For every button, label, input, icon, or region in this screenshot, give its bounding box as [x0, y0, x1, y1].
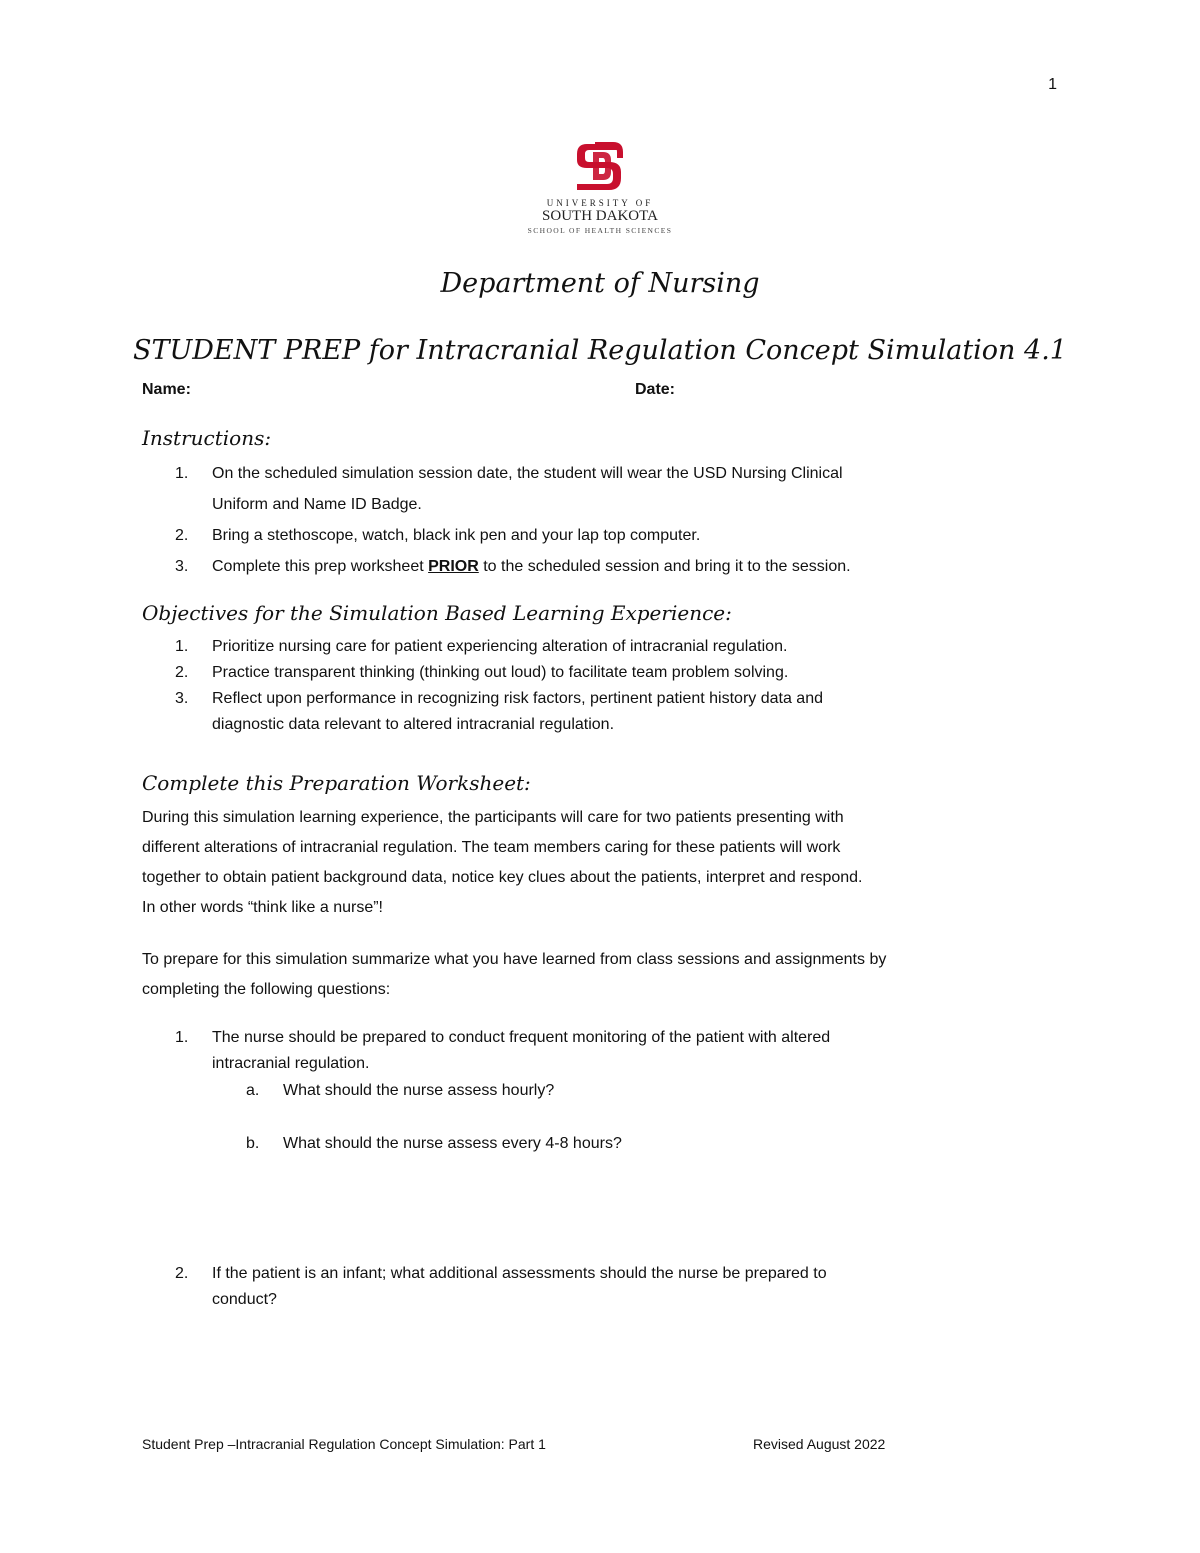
logo-university-of: UNIVERSITY OF: [546, 198, 654, 208]
list-item: 3. Complete this prep worksheet PRIOR to the scheduled session and bring it to the session.: [175, 558, 851, 575]
worksheet-heading: Complete this Preparation Worksheet:: [142, 771, 531, 795]
worksheet-prepare-paragraph: To prepare for this simulation summarize what you have learned from class sessions and assignments by completing the following questions:: [142, 951, 887, 998]
logo-south-dakota: SOUTH DAKOTA: [542, 208, 658, 224]
list-item: 2. Practice transparent thinking (thinking out loud) to facilitate team problem solving.: [175, 664, 789, 681]
logo-school-name: SCHOOL OF HEALTH SCIENCES: [527, 226, 673, 235]
footer-right: Revised August 2022: [753, 1436, 886, 1452]
page-number: 1: [1048, 76, 1057, 93]
worksheet-intro-paragraph: During this simulation learning experience, the participants will care for two patients presenting with different alterations of intracranial regulation. The team members caring for these patients will work together to obtain patient background data, notice key clues about the patients, interpret and respond. In other words “think like a nurse”!: [142, 809, 863, 916]
question-1: 1. The nurse should be prepared to conduct frequent monitoring of the patient with altered intracranial regulation.: [175, 1029, 831, 1072]
prior-emphasis: PRIOR: [428, 558, 479, 575]
question-1b: b. What should the nurse assess every 4-8 hours?: [246, 1135, 622, 1152]
sd-logo-mark-icon: [573, 138, 627, 194]
objectives-list: [175, 634, 1065, 738]
list-item: 1. On the scheduled simulation session date, the student will wear the USD Nursing Clinical Uniform and Name ID Badge.: [175, 465, 843, 513]
department-title: Department of Nursing: [440, 268, 760, 299]
objectives-heading: Objectives for the Simulation Based Learning Experience:: [142, 601, 732, 625]
instructions-heading: Instructions:: [142, 426, 272, 450]
document-title: STUDENT PREP for Intracranial Regulation Concept Simulation 4.1: [133, 335, 1067, 366]
list-item: 3. Reflect upon performance in recognizing risk factors, pertinent patient history data and diagnostic data relevant to altered intracranial regulation.: [175, 690, 823, 733]
date-label: Date:: [635, 381, 676, 398]
question-1a: a. What should the nurse assess hourly?: [246, 1082, 555, 1099]
list-item: 1. Prioritize nursing care for patient experiencing alteration of intracranial regulation.: [175, 638, 788, 655]
question-2: 2. If the patient is an infant; what additional assessments should the nurse be prepared to conduct?: [175, 1265, 827, 1308]
university-logo: [510, 138, 690, 243]
instructions-list: [175, 458, 1065, 582]
name-label: Name:: [142, 381, 191, 398]
footer-left: Student Prep –Intracranial Regulation Concept Simulation: Part 1: [142, 1436, 546, 1452]
list-item: 2. Bring a stethoscope, watch, black ink pen and your lap top computer.: [175, 527, 701, 544]
